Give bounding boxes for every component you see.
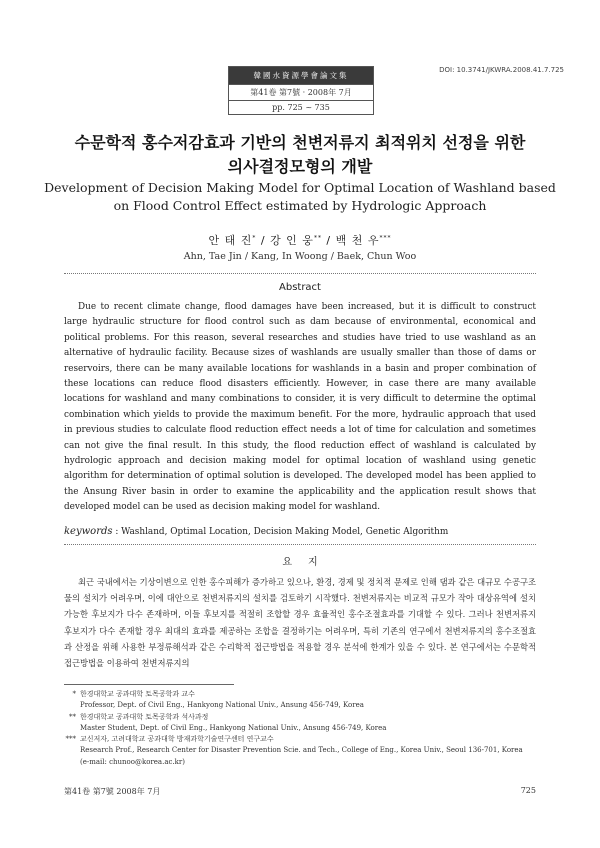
summary-korean-text: 최근 국내에서는 기상이변으로 인한 홍수피해가 증가하고 있으나, 환경, 경제 및 정치적 문제로 인해 댐과 같은 대규모 수공구조물의 설치가 어려우며, 이에 대안으로 천변저류지의 설치를 검토하기 시작했다. 천변저류지는 비교적 규모가 작아 대상유역에 설치가능한 후보지가 다수 존재하며, 이들 후보지를 적절히 조합할 경우 효율적인 홍수조절효과를 기대할 수 있다. 그러나 천변저류지 후보지가 다수 존재할 경우 최대의 효과를 제공하는 조합을 결정하기는 어려우며, 특히 기존의 연구에서 천변저류지의 홍수조절효과 산정을 위해 사용한 부정류해석과 같은 수리학적 접근방법을 적용할 경우 분석에 한계가 있을 수 있다. 본 연구에서는 수문학적 접근방법을 이용하여 천변저류지의 (64, 577, 536, 669)
title-english (40, 179, 560, 215)
footnote-3-mark: *** (65, 735, 76, 744)
footnote-2-korean: 한경대학교 공과대학 토목공학과 석사과정 (80, 712, 209, 721)
footnote-3-korean: 교신저자, 고려대학교 공과대학 방재과학기술연구센터 연구교수 (80, 735, 274, 744)
abstract-heading: Abstract (279, 282, 321, 293)
footnote-3-english-line-1: Research Prof., Research Center for Disaster Prevention Scie. and Tech., College of Eng., Korea Univ., Seoul 136-701, Korea (80, 746, 523, 755)
author-2: 강 인 웅 (270, 234, 314, 247)
author-1: 안 태 진 (208, 234, 253, 247)
author-separator: / (256, 234, 271, 247)
author-1-mark: * (252, 234, 257, 242)
footnote-2 (64, 712, 544, 735)
title-korean-line-2: 의사결정모형의 개발 (227, 157, 373, 176)
authors-korean (0, 232, 600, 248)
abstract-text: Due to recent climate change, flood damages have been increased, but it is difficult to construct large hydraulic structure for flood control such as dam because of environmental, economical and political problems. For this reason, several researches and studies have tried to use washland as an alternative of hydraulic facility. Because sizes of washlands are usually smaller than those of dams or reservoirs, there can be many available locations for washlands in a basin and proper combination of these locations can reduce flood disasters efficiently. However, in case there are many available locations for washland and many combinations to consider, it is very difficult to determine the optimal combination which yields to provide the maximum benefit. For the more, hydraulic approach that used in previous studies to calculate flood reduction effect needs a lot of time for calculation and sometimes can not give the final result. In this study, the flood reduction effect of washland is calculated by hydrologic approach and decision making model for optimal location of washland using genetic algorithm for determination of optimal solution is developed. The developed model has been applied to the Ansung River basin in order to examine the applicability and the application result shows that developed model can be used as decision making model for washland. (64, 302, 536, 513)
author-3-mark: *** (379, 234, 392, 242)
footnote-1 (64, 689, 544, 712)
journal-info-box (228, 66, 374, 115)
footnotes (64, 689, 544, 768)
keywords-separator: : (112, 527, 122, 537)
page-number: 725 (520, 786, 536, 795)
author-2-mark: ** (313, 234, 322, 242)
footnote-1-mark: * (72, 690, 76, 698)
keywords-label: keywords (64, 526, 113, 537)
title-english-line-1: Development of Decision Making Model for Optimal Location of Washland based (44, 180, 556, 195)
footnote-divider (64, 684, 234, 685)
author-separator: / (321, 234, 336, 247)
journal-name: 韓國水資源學會論文集 (229, 67, 373, 84)
journal-volume-issue: 第41卷 第7號 · 2008年 7月 (229, 84, 373, 100)
divider-middle (64, 544, 536, 545)
keywords-text: Washland, Optimal Location, Decision Making Model, Genetic Algorithm (121, 527, 449, 537)
footnote-3-english-line-2: (e-mail: chunoo@korea.ac.kr) (80, 757, 185, 766)
summary-korean-heading: 요 지 (282, 557, 318, 568)
footer-issue: 第41卷 第7號 2008年 7月 (64, 787, 161, 796)
journal-pages: pp. 725 ~ 735 (229, 100, 373, 114)
author-3: 백 천 우 (335, 234, 380, 247)
title-english-line-2: on Flood Control Effect estimated by Hydrologic Approach (113, 198, 487, 213)
footnote-2-english: Master Student, Dept. of Civil Eng., Hankyong National Univ., Ansung 456-749, Korea (80, 723, 387, 732)
footnote-1-english: Professor, Dept. of Civil Eng., Hankyong National Univ., Ansung 456-749, Korea (80, 701, 364, 710)
footnote-2-mark: ** (69, 712, 76, 721)
authors-english: Ahn, Tae Jin / Kang, In Woong / Baek, Chun Woo (183, 251, 417, 262)
title-korean-line-1: 수문학적 홍수저감효과 기반의 천변저류지 최적위치 선정을 위한 (74, 133, 526, 152)
footnote-1-korean: 한경대학교 공과대학 토목공학과 교수 (80, 690, 195, 698)
keywords-line (64, 526, 536, 537)
title-korean (40, 131, 560, 179)
footnote-3 (64, 734, 544, 768)
doi: DOI: 10.3741/JKWRA.2008.41.7.725 (439, 66, 564, 74)
divider-top (64, 273, 536, 274)
